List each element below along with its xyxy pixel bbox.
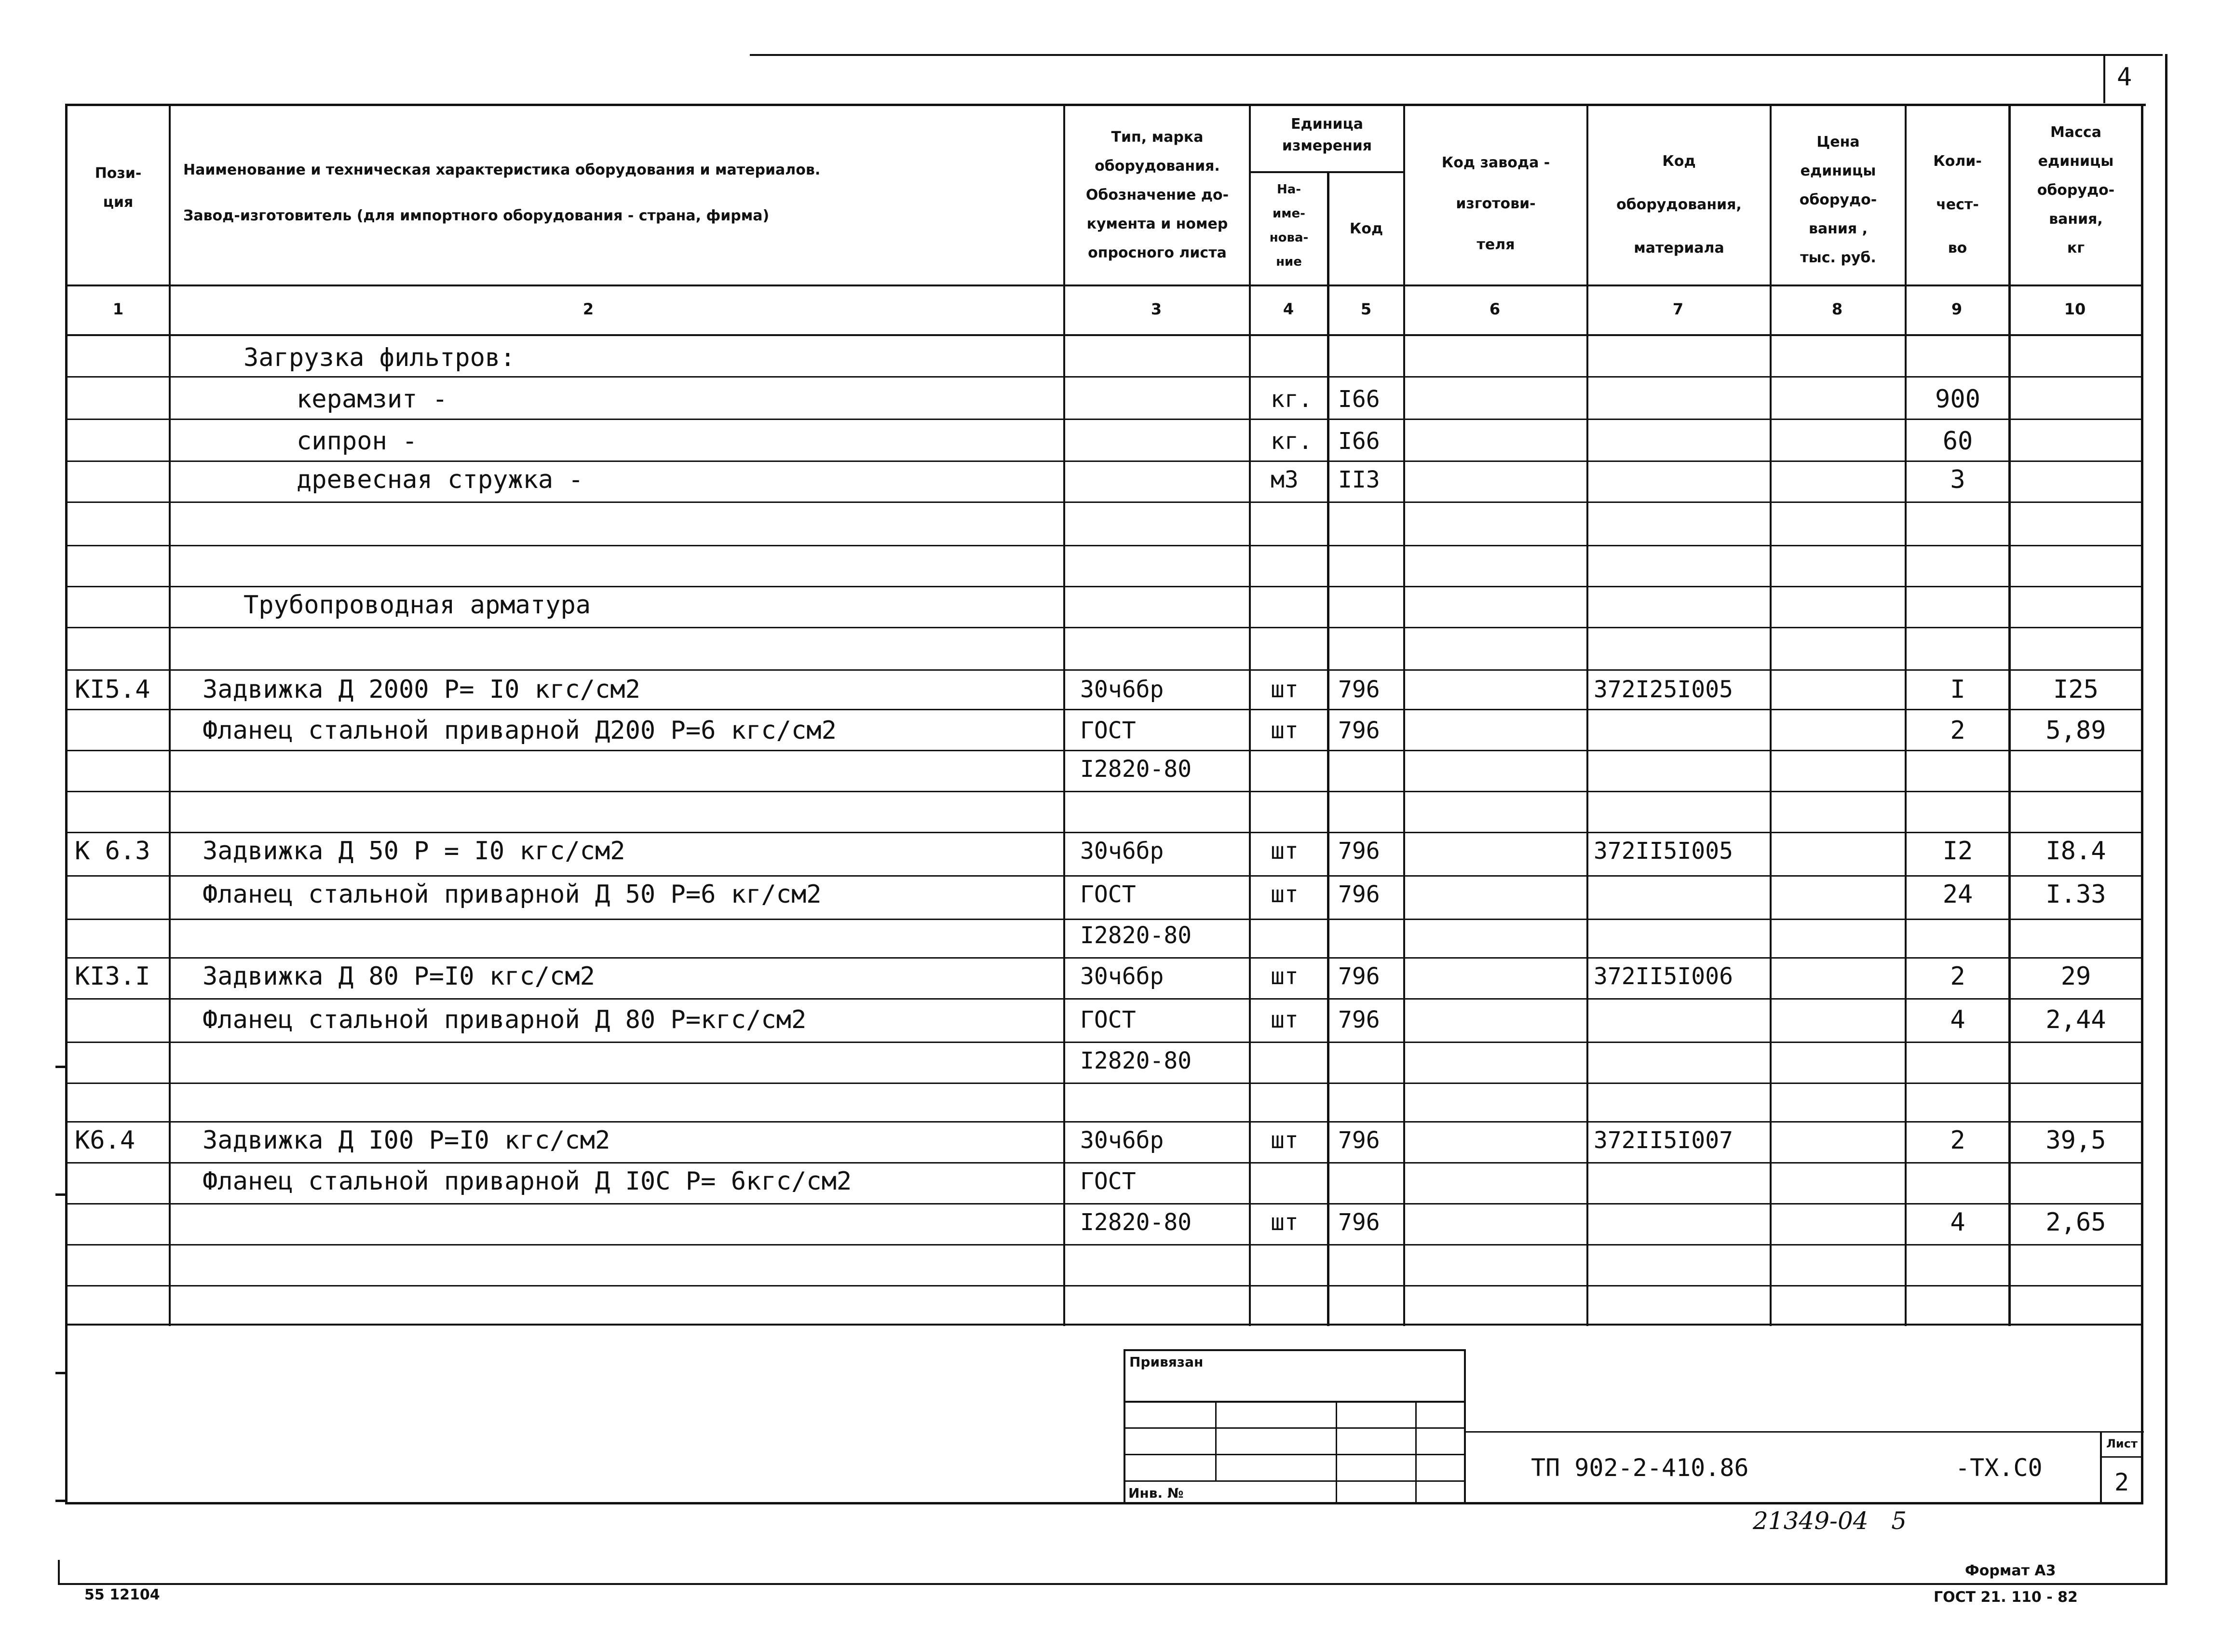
row-line	[65, 919, 2143, 920]
cell-quantity: 60	[1942, 427, 1973, 456]
cell-mass: 5,89	[2045, 716, 2106, 745]
row-line	[65, 875, 2143, 877]
margin-tick-1	[55, 1066, 66, 1068]
cell-name: Фланец стальной приварной Д 50 Р=6 кг/см2	[203, 880, 822, 909]
colnum-8: 8	[1831, 300, 1843, 318]
cell-type: ГОСТ	[1080, 1006, 1136, 1033]
row-line	[65, 832, 2143, 833]
row-line	[65, 709, 2143, 710]
cell-unit: шт	[1271, 838, 1299, 865]
sheet-box-divider	[2100, 1456, 2143, 1458]
cell-unit: шт	[1271, 1006, 1299, 1033]
row-line	[65, 998, 2143, 1000]
col-sep-8	[1905, 104, 1907, 1326]
footer-gost: ГОСТ 21. 110 - 82	[1934, 1589, 2078, 1606]
document-code: ТП 902-2-410.86	[1531, 1454, 1749, 1482]
sheet-box-left	[2100, 1431, 2102, 1504]
cell-unit: шт	[1271, 963, 1299, 990]
cell-type: ГОСТ	[1080, 717, 1136, 744]
cell-code: 796	[1338, 963, 1380, 990]
cell-name: Фланец стальной приварной Д200 Р=6 кгс/см2	[203, 716, 837, 745]
cell-code: 796	[1338, 1127, 1380, 1154]
header-factory-code: Код завода - изготови- теля	[1441, 154, 1550, 253]
titleblock-sep-2	[1336, 1401, 1337, 1504]
colnum-10: 10	[2064, 300, 2086, 318]
row-line	[65, 669, 2143, 671]
titleblock-privyazan: Привязан	[1129, 1354, 1204, 1370]
sheet-label: Лист	[2106, 1437, 2138, 1450]
header-position: Пози- ция	[95, 165, 142, 211]
row-line	[65, 957, 2143, 959]
table-left	[65, 104, 68, 1504]
titleblock-line-3	[1124, 1454, 1466, 1455]
cell-type: 30ч6бр	[1080, 1127, 1164, 1154]
cell-mass: 2,44	[2045, 1005, 2106, 1034]
cell-position: К6.4	[75, 1126, 135, 1155]
cell-code: 796	[1338, 717, 1380, 744]
titleblock-line-2	[1124, 1427, 1466, 1429]
cell-name: Задвижка Д 80 Р=I0 кгс/см2	[203, 962, 595, 991]
table-top	[65, 104, 2146, 106]
cell-name: древесная стружка -	[297, 465, 583, 494]
cell-equipment-code: 372II5I007	[1594, 1127, 1733, 1154]
cell-quantity: 4	[1950, 1208, 1965, 1237]
row-line	[65, 1162, 2143, 1164]
row-line	[65, 1203, 2143, 1205]
cell-name: Трубопроводная арматура	[244, 591, 591, 620]
header-unit-name: На- име- нова- ние	[1269, 182, 1309, 269]
page-number: 4	[2117, 63, 2132, 92]
row-line	[65, 419, 2143, 420]
unit-group-divider	[1249, 171, 1403, 173]
row-line	[65, 1121, 2143, 1123]
cell-equipment-code: 372II5I006	[1594, 963, 1733, 990]
col-sep-9	[2008, 104, 2011, 1326]
cell-unit: м3	[1271, 466, 1299, 493]
margin-tick-3	[55, 1372, 66, 1374]
margin-tick-2	[55, 1193, 66, 1196]
cell-code: 796	[1338, 676, 1380, 703]
cell-unit: шт	[1271, 1209, 1299, 1236]
colnum-2: 2	[582, 300, 594, 318]
row-line	[65, 791, 2143, 792]
header-mass: Масса единицы оборудо- вания, кг	[2037, 124, 2115, 257]
cell-name: Загрузка фильтров:	[244, 343, 515, 372]
col-sep-4	[1327, 171, 1329, 1326]
cell-quantity: 4	[1950, 1005, 1965, 1034]
cell-name: Фланец стальной приварной Д 80 Р=кгс/см2	[203, 1005, 807, 1034]
cell-quantity: 2	[1950, 1126, 1965, 1155]
titleblock-sep-1	[1215, 1401, 1217, 1480]
table-right	[2141, 104, 2143, 1504]
col-sep-3	[1249, 104, 1251, 1326]
cell-position: К 6.3	[75, 837, 150, 866]
row-line	[65, 1042, 2143, 1043]
titleblock-line-4	[1124, 1480, 1466, 1482]
table-bottom	[65, 1502, 2143, 1504]
cell-name: Задвижка Д I00 Р=I0 кгс/см2	[203, 1126, 610, 1155]
cell-code: 796	[1338, 1006, 1380, 1033]
col-sep-7	[1770, 104, 1772, 1326]
top-rule	[750, 54, 2163, 56]
titleblock-inv-no: Инв. №	[1128, 1485, 1184, 1501]
cell-code: I66	[1338, 386, 1380, 413]
cell-type: ГОСТ	[1080, 881, 1136, 908]
footer-format: Формат А3	[1965, 1562, 2056, 1579]
cell-type: I2820-80	[1080, 1209, 1192, 1236]
cell-type: 30ч6бр	[1080, 838, 1164, 865]
cell-unit: кг.	[1271, 386, 1313, 413]
row-line	[65, 376, 2143, 378]
row-line	[65, 501, 2143, 503]
header-name: Наименование и техническая характеристика оборудования и материалов. Завод-изготовитель (для импортного оборудования - страна, фирма)	[183, 162, 821, 224]
cell-code: II3	[1338, 466, 1380, 493]
margin-tick-4	[55, 1500, 66, 1502]
row-line	[65, 586, 2143, 587]
row-line	[65, 1285, 2143, 1286]
row-line	[65, 460, 2143, 462]
cell-name: керамзит -	[297, 385, 448, 414]
colnum-bottom	[65, 334, 2143, 336]
colnum-1: 1	[112, 300, 124, 318]
cell-position: KI3.I	[75, 962, 150, 991]
cell-equipment-code: 372I25I005	[1594, 676, 1733, 703]
cell-code: 796	[1338, 881, 1380, 908]
cell-type: ГОСТ	[1080, 1168, 1136, 1195]
sheet-number: 2	[2114, 1468, 2129, 1496]
cell-mass: 29	[2060, 962, 2091, 991]
header-type: Тип, марка оборудования. Обозначение до- кумента и номер опросного листа	[1085, 129, 1229, 261]
row-line	[65, 1083, 2143, 1084]
colnum-3: 3	[1151, 300, 1162, 318]
col-sep-2	[1063, 104, 1065, 1326]
cell-type: I2820-80	[1080, 1047, 1192, 1074]
colnum-6: 6	[1489, 300, 1501, 318]
cell-mass: I.33	[2045, 880, 2106, 909]
row-line	[65, 1244, 2143, 1246]
cell-name: сипрон -	[297, 427, 418, 456]
cell-mass: 2,65	[2045, 1208, 2106, 1237]
margin-corner	[58, 1560, 60, 1584]
titleblock-line-1	[1124, 1401, 1466, 1403]
frame-right	[2165, 54, 2167, 1585]
col-sep-1	[169, 104, 171, 1326]
cell-quantity: 2	[1950, 962, 1965, 991]
cell-quantity: I2	[1942, 837, 1973, 866]
cell-mass: I8.4	[2045, 837, 2106, 866]
colnum-9: 9	[1951, 300, 1963, 318]
row-line	[65, 545, 2143, 546]
cell-quantity: I	[1950, 675, 1965, 704]
cell-name: Фланец стальной приварной Д I0С Р= 6кгс/см2	[203, 1167, 852, 1196]
cell-quantity: 2	[1950, 716, 1965, 745]
stamp-line	[1464, 1431, 2144, 1433]
titleblock-top	[1124, 1349, 1466, 1351]
cell-quantity: 24	[1942, 880, 1973, 909]
cell-mass: I25	[2053, 675, 2099, 704]
header-bottom	[65, 284, 2143, 286]
cell-code: 796	[1338, 1209, 1380, 1236]
cell-unit: шт	[1271, 881, 1299, 908]
cell-type: 30ч6бр	[1080, 676, 1164, 703]
row-line	[65, 627, 2143, 628]
cell-unit: шт	[1271, 676, 1299, 703]
cell-code: I66	[1338, 428, 1380, 455]
header-unit-group: Единица измерения	[1282, 116, 1372, 154]
cell-unit: шт	[1271, 1127, 1299, 1154]
cell-code: 796	[1338, 838, 1380, 865]
cell-mass: 39,5	[2045, 1126, 2106, 1155]
document-suffix: -ТХ.С0	[1955, 1454, 2043, 1482]
cell-name: Задвижка Д 50 Р = I0 кгс/см2	[203, 837, 625, 866]
header-equipment-code: Код оборудования, материала	[1616, 153, 1742, 257]
col-sep-6	[1586, 104, 1588, 1326]
frame-bottom	[58, 1583, 2167, 1585]
footer-left-code: 55 12104	[84, 1586, 160, 1603]
cell-type: I2820-80	[1080, 756, 1192, 783]
cell-quantity: 3	[1950, 465, 1965, 494]
cell-unit: шт	[1271, 717, 1299, 744]
colnum-5: 5	[1360, 300, 1372, 318]
titleblock-sep-3	[1415, 1401, 1417, 1504]
body-bottom	[65, 1324, 2143, 1326]
header-price: Цена единицы оборудо- вания , тыс. руб.	[1799, 134, 1877, 266]
cell-unit: кг.	[1271, 428, 1313, 455]
colnum-7: 7	[1672, 300, 1684, 318]
handwritten-note: 21349-04 5	[1753, 1507, 1907, 1535]
cell-position: KI5.4	[75, 675, 150, 704]
header-quantity: Коли- чест- во	[1933, 153, 1982, 257]
cell-type: I2820-80	[1080, 922, 1192, 949]
cell-name: Задвижка Д 2000 Р= I0 кгс/см2	[203, 675, 640, 704]
cell-equipment-code: 372II5I005	[1594, 838, 1733, 865]
header-unit-code: Код	[1349, 220, 1383, 237]
cell-type: 30ч6бр	[1080, 963, 1164, 990]
col-sep-5	[1403, 104, 1405, 1326]
page-number-box-left	[2103, 54, 2105, 103]
row-line	[65, 750, 2143, 751]
colnum-4: 4	[1283, 300, 1294, 318]
cell-quantity: 900	[1935, 385, 1980, 414]
